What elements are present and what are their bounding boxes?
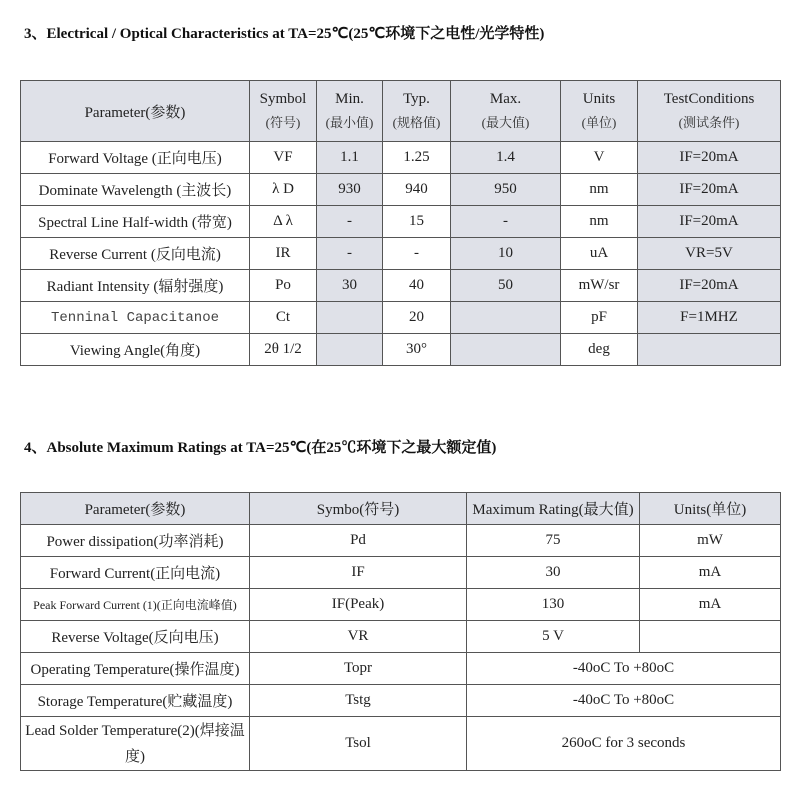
cell-conditions: F=1MHZ xyxy=(638,302,781,334)
table-row xyxy=(21,621,781,653)
header-units: Units(单位) xyxy=(640,493,781,525)
table-row xyxy=(21,142,781,174)
header-parameter: Parameter(参数) xyxy=(21,493,250,525)
cell-max: - xyxy=(451,206,561,238)
cell-max xyxy=(451,302,561,334)
cell-symbol: 2θ 1/2 xyxy=(250,334,317,366)
cell-symbol: Topr xyxy=(250,653,467,685)
cell-units: mW/sr xyxy=(561,270,638,302)
cell-typ: 40 xyxy=(383,270,451,302)
cell-units: mA xyxy=(640,557,781,589)
cell-parameter: Lead Solder Temperature(2)(焊接温度) xyxy=(21,717,250,771)
cell-symbol: Po xyxy=(250,270,317,302)
cell-rating: 5 V xyxy=(467,621,640,653)
cell-units: uA xyxy=(561,238,638,270)
header-units: Units (单位) xyxy=(561,81,638,142)
cell-min xyxy=(317,334,383,366)
header-symbol: Symbol (符号) xyxy=(250,81,317,142)
header-max: Max. (最大值) xyxy=(451,81,561,142)
table-row xyxy=(21,334,781,366)
cell-min: - xyxy=(317,206,383,238)
cell-conditions: IF=20mA xyxy=(638,142,781,174)
cell-conditions: IF=20mA xyxy=(638,206,781,238)
cell-symbol: VR xyxy=(250,621,467,653)
cell-symbol: IF(Peak) xyxy=(250,589,467,621)
cell-parameter: Storage Temperature(贮藏温度) xyxy=(21,685,250,717)
header-typ: Typ. (规格值) xyxy=(383,81,451,142)
header-parameter: Parameter(参数) xyxy=(21,81,250,142)
cell-symbol: Tsol xyxy=(250,717,467,771)
absolute-max-ratings-table xyxy=(20,492,781,771)
cell-symbol: VF xyxy=(250,142,317,174)
cell-units xyxy=(640,621,781,653)
cell-parameter: Viewing Angle(角度) xyxy=(21,334,250,366)
cell-symbol: IR xyxy=(250,238,317,270)
cell-units: mW xyxy=(640,525,781,557)
header-symbol: Symbo(符号) xyxy=(250,493,467,525)
header-conditions: TestConditions (测试条件) xyxy=(638,81,781,142)
cell-symbol: λ D xyxy=(250,174,317,206)
cell-conditions: VR=5V xyxy=(638,238,781,270)
cell-merged-value: -40oC To +80oC xyxy=(467,653,781,685)
cell-merged-value: 260oC for 3 seconds xyxy=(467,717,781,771)
cell-min: 1.1 xyxy=(317,142,383,174)
table-header-row xyxy=(21,81,781,142)
cell-conditions xyxy=(638,334,781,366)
table-row xyxy=(21,238,781,270)
cell-parameter: Reverse Current (反向电流) xyxy=(21,238,250,270)
cell-symbol: Ct xyxy=(250,302,317,334)
table-row xyxy=(21,557,781,589)
table-row xyxy=(21,174,781,206)
cell-typ: 940 xyxy=(383,174,451,206)
cell-symbol: Pd xyxy=(250,525,467,557)
cell-conditions: IF=20mA xyxy=(638,270,781,302)
cell-symbol: Tstg xyxy=(250,685,467,717)
table-row xyxy=(21,525,781,557)
cell-parameter: Forward Current(正向电流) xyxy=(21,557,250,589)
section-4-title: 4、Absolute Maximum Ratings at TA=25℃(在25℃环境下之最大额定值) xyxy=(24,440,497,456)
cell-max: 50 xyxy=(451,270,561,302)
cell-typ: - xyxy=(383,238,451,270)
cell-max: 10 xyxy=(451,238,561,270)
cell-typ: 15 xyxy=(383,206,451,238)
table-row xyxy=(21,685,781,717)
electrical-optical-table xyxy=(20,80,781,366)
cell-rating: 75 xyxy=(467,525,640,557)
cell-rating: 30 xyxy=(467,557,640,589)
cell-min: - xyxy=(317,238,383,270)
section-3-title: 3、Electrical / Optical Characteristics at TA=25℃(25℃环境下之电性/光学特性) xyxy=(24,26,545,42)
header-min: Min. (最小值) xyxy=(317,81,383,142)
table-row xyxy=(21,206,781,238)
cell-parameter: Reverse Voltage(反向电压) xyxy=(21,621,250,653)
cell-parameter: Spectral Line Half-width (带宽) xyxy=(21,206,250,238)
cell-symbol: Δ λ xyxy=(250,206,317,238)
cell-typ: 1.25 xyxy=(383,142,451,174)
cell-max xyxy=(451,334,561,366)
cell-min: 930 xyxy=(317,174,383,206)
table-row xyxy=(21,302,781,334)
cell-min: 30 xyxy=(317,270,383,302)
table-row xyxy=(21,717,781,771)
cell-parameter: Power dissipation(功率消耗) xyxy=(21,525,250,557)
cell-parameter: Tenninal Capacitanoe xyxy=(21,302,250,334)
table-row xyxy=(21,270,781,302)
cell-typ: 30° xyxy=(383,334,451,366)
cell-typ: 20 xyxy=(383,302,451,334)
cell-max: 1.4 xyxy=(451,142,561,174)
cell-min xyxy=(317,302,383,334)
table-row xyxy=(21,653,781,685)
cell-rating: 130 xyxy=(467,589,640,621)
table-row xyxy=(21,589,781,621)
cell-units: nm xyxy=(561,206,638,238)
cell-conditions: IF=20mA xyxy=(638,174,781,206)
cell-parameter: Operating Temperature(操作温度) xyxy=(21,653,250,685)
cell-max: 950 xyxy=(451,174,561,206)
cell-parameter: Peak Forward Current (1)(正向电流峰值) xyxy=(21,589,250,621)
cell-merged-value: -40oC To +80oC xyxy=(467,685,781,717)
cell-parameter: Radiant Intensity (辐射强度) xyxy=(21,270,250,302)
cell-symbol: IF xyxy=(250,557,467,589)
cell-units: nm xyxy=(561,174,638,206)
header-rating: Maximum Rating(最大值) xyxy=(467,493,640,525)
cell-units: mA xyxy=(640,589,781,621)
cell-units: pF xyxy=(561,302,638,334)
cell-units: V xyxy=(561,142,638,174)
cell-parameter: Dominate Wavelength (主波长) xyxy=(21,174,250,206)
cell-units: deg xyxy=(561,334,638,366)
cell-parameter: Forward Voltage (正向电压) xyxy=(21,142,250,174)
table-header-row xyxy=(21,493,781,525)
